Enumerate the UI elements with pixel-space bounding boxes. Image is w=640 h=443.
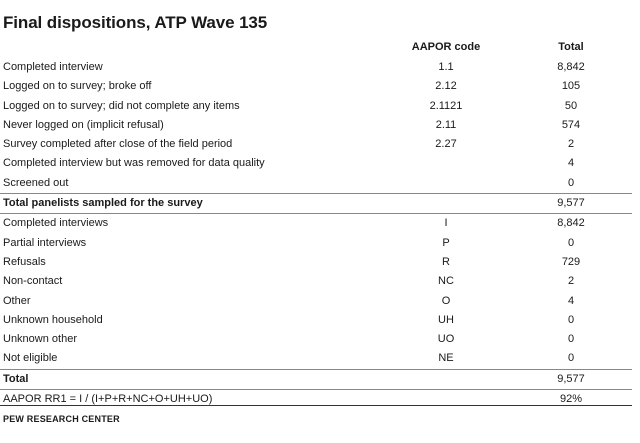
table-row xyxy=(0,214,632,233)
row-total: 9,577 xyxy=(557,372,585,385)
row-label: Unknown household xyxy=(3,313,103,326)
row-label: Logged on to survey; broke off xyxy=(3,80,152,93)
row-code: UO xyxy=(437,333,455,346)
row-code: R xyxy=(442,255,450,268)
table-row xyxy=(0,116,632,135)
row-label: Completed interview xyxy=(3,61,103,73)
row-total: 0 xyxy=(567,176,575,189)
row-total: 2 xyxy=(567,275,575,288)
row-total: 50 xyxy=(564,99,578,112)
page-title: Final dispositions, ATP Wave 135 xyxy=(3,13,268,32)
row-label: Total xyxy=(3,372,29,385)
table-row xyxy=(0,330,632,349)
row-label: Total panelists sampled for the survey xyxy=(3,197,203,210)
row-total: 729 xyxy=(561,255,581,268)
table-row xyxy=(0,77,632,96)
row-total: 2 xyxy=(567,138,575,151)
row-total: 9,577 xyxy=(557,197,585,210)
bottom-divider xyxy=(0,405,632,406)
row-total: 0 xyxy=(567,313,575,326)
row-label: Never logged on (implicit refusal) xyxy=(3,118,164,131)
row-total: 0 xyxy=(567,236,575,249)
source-credit: PEW RESEARCH CENTER xyxy=(3,414,120,424)
row-total: 0 xyxy=(567,333,575,346)
table-row xyxy=(0,174,632,194)
row-code: UH xyxy=(438,313,454,326)
table-row xyxy=(0,272,632,291)
row-label: Screened out xyxy=(3,176,69,189)
row-label: Other xyxy=(3,294,31,307)
table-row xyxy=(0,154,632,173)
table-row xyxy=(0,234,632,253)
row-total: 8,842 xyxy=(557,61,585,73)
row-code: 2.11 xyxy=(435,118,457,131)
table-row xyxy=(0,311,632,330)
row-code: 2.12 xyxy=(435,80,457,93)
row-total: 92% xyxy=(559,393,583,406)
dispositions-table xyxy=(0,58,632,409)
row-code: NC xyxy=(438,275,454,288)
row-total: 105 xyxy=(561,80,581,93)
table-row xyxy=(0,135,632,154)
row-label: Refusals xyxy=(3,255,46,268)
row-code: I xyxy=(444,217,448,230)
row-total: 4 xyxy=(567,157,575,170)
row-code: 2.27 xyxy=(435,138,457,151)
row-code: NE xyxy=(438,352,454,365)
row-total: 4 xyxy=(567,294,575,307)
row-code: P xyxy=(442,236,450,249)
table-row xyxy=(0,58,632,77)
row-total: 0 xyxy=(567,352,575,365)
row-total: 574 xyxy=(561,118,581,131)
table-row-subtotal xyxy=(0,194,632,214)
row-label: Non-contact xyxy=(3,275,63,288)
table-row xyxy=(0,292,632,311)
table-row-response-rate xyxy=(0,390,632,409)
row-label: AAPOR RR1 = I / (I+P+R+NC+O+UH+UO) xyxy=(3,393,213,406)
column-header-aapor-code: AAPOR code xyxy=(411,41,481,53)
table-row xyxy=(0,349,632,369)
row-label: Partial interviews xyxy=(3,236,87,249)
row-label: Unknown other xyxy=(3,333,77,346)
table-row xyxy=(0,97,632,116)
row-label: Completed interviews xyxy=(3,217,109,230)
row-code: O xyxy=(441,294,451,307)
row-code: 2.1121 xyxy=(429,99,463,112)
table-row-total xyxy=(0,370,632,390)
row-label: Completed interview but was removed for data quality xyxy=(3,157,265,170)
row-label: Not eligible xyxy=(3,352,58,365)
row-code: 1.1 xyxy=(438,61,454,73)
row-total: 8,842 xyxy=(557,217,585,230)
row-label: Logged on to survey; did not complete any items xyxy=(3,99,240,112)
column-header-total: Total xyxy=(558,41,584,53)
table-row xyxy=(0,253,632,272)
row-label: Survey completed after close of the field period xyxy=(3,138,233,151)
